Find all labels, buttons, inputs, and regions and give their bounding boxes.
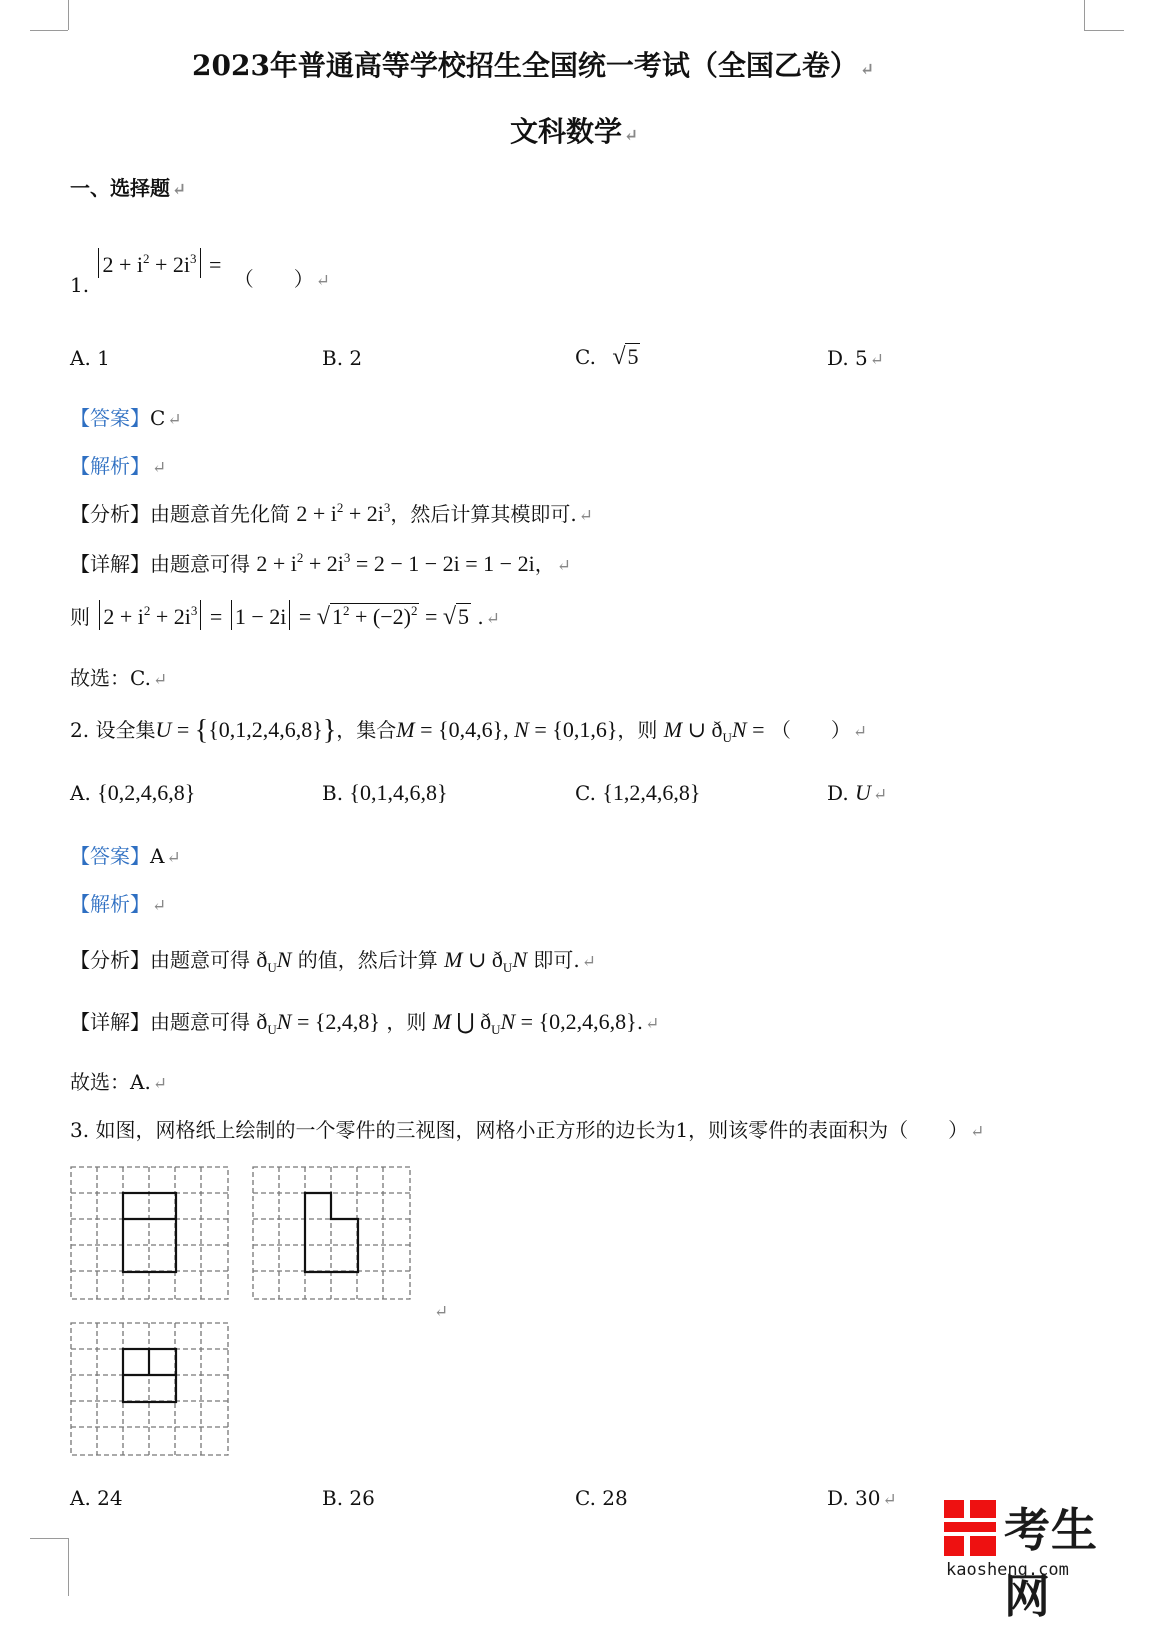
return-mark: ↵ (882, 1490, 897, 1510)
return-mark: ↵ (645, 1014, 660, 1034)
xiangjie-text: 由题意可得 (150, 552, 250, 576)
option-label: C. (575, 781, 596, 805)
return-mark: ↵ (166, 848, 181, 868)
return-mark: ↵ (852, 722, 868, 742)
answer-value: A (150, 844, 165, 868)
q2-blank: （ ） (770, 718, 851, 742)
option-value: {0,2,4,6,8} (97, 780, 196, 805)
return-mark: ↵ (581, 952, 596, 972)
answer-label: 【答案】 (70, 844, 150, 868)
return-mark: ↵ (315, 271, 331, 291)
q3-option-d (827, 1486, 897, 1510)
front-view-grid (70, 1166, 230, 1302)
q1-xiangjie: 【详解】由题意可得 $2 + i^2 + 2i^3 = 2 - 1 - 2i = 1 - 2i$， ↵ (70, 550, 571, 576)
return-mark: ↵ (152, 458, 167, 478)
return-mark: ↵ (578, 506, 594, 526)
fenxi-text: 由题意首先化简 (150, 502, 290, 526)
q2-option-c (575, 780, 700, 806)
top-view-grid (70, 1322, 230, 1458)
return-mark: ↵ (970, 1122, 985, 1142)
return-mark: ↵ (152, 896, 167, 916)
xiangjie-text: 由题意可得 (150, 1010, 250, 1034)
return-mark: ↵ (152, 670, 168, 690)
q3-stem (70, 1114, 984, 1143)
q2-text: ，集合 (336, 718, 397, 742)
q1-option-d-text: D. 5 (827, 346, 868, 370)
conclusion-text: 故选：A. (70, 1070, 151, 1094)
fenxi-text: 由题意可得 (150, 948, 250, 972)
q2-xiangjie: 【详解】由题意可得 $ð_UN = \{2,4,8\}$ ，则 M ⋃ $ð_UN = \{0,2,4,6,8\}$. ↵ (70, 1009, 660, 1037)
q1-blank: （ ） (233, 267, 314, 291)
fenxi-label: 【分析】 (70, 502, 150, 526)
section-heading-text: 一、选择题 (70, 176, 170, 200)
crop-mark (1084, 30, 1124, 31)
logo-url: kaosheng.com (946, 1560, 1069, 1580)
q2-option-a (70, 780, 195, 806)
return-mark: ↵ (152, 1074, 168, 1094)
option-value: {0,1,4,6,8} (349, 780, 448, 805)
crop-mark (68, 1538, 69, 1596)
q3-option-d-text: D. 30 (827, 1486, 881, 1510)
fenxi-text: 即可. (533, 948, 580, 972)
return-mark: ↵ (485, 609, 500, 629)
side-view-grid (252, 1166, 412, 1302)
q3-option-b: B. 26 (322, 1486, 375, 1510)
q2-text: 设全集 (95, 718, 156, 742)
q2-answer (70, 840, 181, 869)
fenxi-text: 的值，然后计算 (297, 948, 438, 972)
return-mark: ↵ (869, 350, 885, 370)
return-mark: ↵ (167, 410, 182, 430)
option-label: B. (322, 781, 344, 805)
q2-fenxi: 【分析】由题意可得 $ð_UN$ 的值，然后计算 M ∪ $ð_UN$ 即可. ↵ (70, 947, 596, 975)
page-title-text: 2023年普通高等学校招生全国统一考试（全国乙卷） (192, 49, 858, 82)
answer-label: 【答案】 (70, 406, 150, 430)
answer-value: C (150, 406, 166, 430)
option-value: U (855, 780, 871, 805)
q3-text: 3. 如图，网格纸上绘制的一个零件的三视图，网格小正方形的边长为1，则该零件的表面积为（ ） (70, 1118, 969, 1142)
xiangjie-label: 【详解】 (70, 1010, 150, 1034)
q1-option-d (827, 346, 884, 370)
q1-expression: $2 + i^2 + 2i^3$ = (95, 252, 221, 277)
return-mark: ↵ (172, 180, 187, 200)
xiangjie-label: 【详解】 (70, 552, 150, 576)
q1-option-c: C. √5 (575, 344, 639, 370)
q1-option-a: A. 1 (70, 346, 110, 370)
xiangjie-text: ，则 (386, 1010, 427, 1034)
q2-analysis-label (70, 888, 166, 917)
crop-mark (30, 1538, 68, 1539)
return-mark: ↵ (624, 126, 639, 146)
q2-stem: 2. 设全集U = {{0,1,2,4,6,8}}，集合M = {0,4,6}, N = {0,1,6}，则 M ∪ $ð_UN$ = （ ） ↵ (70, 715, 868, 746)
q1-option-c-label: C. (575, 345, 596, 369)
analysis-label: 【解析】 (70, 892, 150, 916)
analysis-label: 【解析】 (70, 454, 150, 478)
conclusion-text: 故选：C. (70, 666, 151, 690)
q2-option-b (322, 780, 448, 806)
fenxi-text: ，然后计算其模即可. (390, 502, 577, 526)
q2-set-u: {0,1,2,4,6,8} (208, 717, 323, 742)
xiangjie-set: {2,4,8} (314, 1009, 380, 1034)
q2-number: 2. (70, 718, 90, 742)
section-heading (70, 172, 186, 201)
q3-option-a: A. 24 (70, 1486, 123, 1510)
fenxi-label: 【分析】 (70, 948, 150, 972)
logo-mark-icon (944, 1500, 998, 1558)
q1-option-b: B. 2 (322, 346, 363, 370)
q2-conclusion (70, 1066, 167, 1095)
option-label: D. (827, 781, 849, 805)
return-mark: ↵ (434, 1302, 449, 1322)
q2-set-m: {0,4,6} (438, 717, 504, 742)
page-subtitle-text: 文科数学 (510, 115, 623, 148)
q1-fenxi: 【分析】由题意首先化简 $2 + i^2 + 2i^3$，然后计算其模即可. ↵ (70, 500, 594, 526)
site-logo (944, 1494, 1134, 1623)
xiangjie-text: 则 (70, 605, 90, 629)
return-mark: ↵ (556, 556, 571, 576)
q1-analysis-label (70, 450, 166, 479)
option-value: {1,2,4,6,8} (602, 780, 701, 805)
q1-option-c-value: 5 (627, 344, 639, 369)
xiangjie-set: {0,2,4,6,8} (538, 1009, 637, 1034)
q2-text: ，则 (617, 718, 658, 742)
q2-set-n: {0,1,6} (552, 717, 618, 742)
q3-option-c: C. 28 (575, 1486, 628, 1510)
q1-number: 1. (70, 273, 90, 297)
q1-conclusion (70, 662, 167, 691)
logo-name: 考生网 (1004, 1503, 1098, 1623)
page-title (192, 44, 874, 84)
return-mark: ↵ (859, 60, 875, 80)
q1-answer (70, 402, 182, 431)
crop-mark (1084, 0, 1085, 30)
crop-mark (68, 0, 69, 30)
q1-stem (70, 248, 330, 297)
page-subtitle (510, 110, 638, 150)
q1-xiangjie-line2: 则 $2 + i^2 + 2i^3 = 1 - 2i = √1^2 + (-2)^2 = √5$ . ↵ (70, 600, 500, 631)
option-label: A. (70, 781, 91, 805)
q2-option-d (827, 780, 887, 806)
crop-mark (30, 30, 68, 31)
return-mark: ↵ (872, 785, 888, 805)
